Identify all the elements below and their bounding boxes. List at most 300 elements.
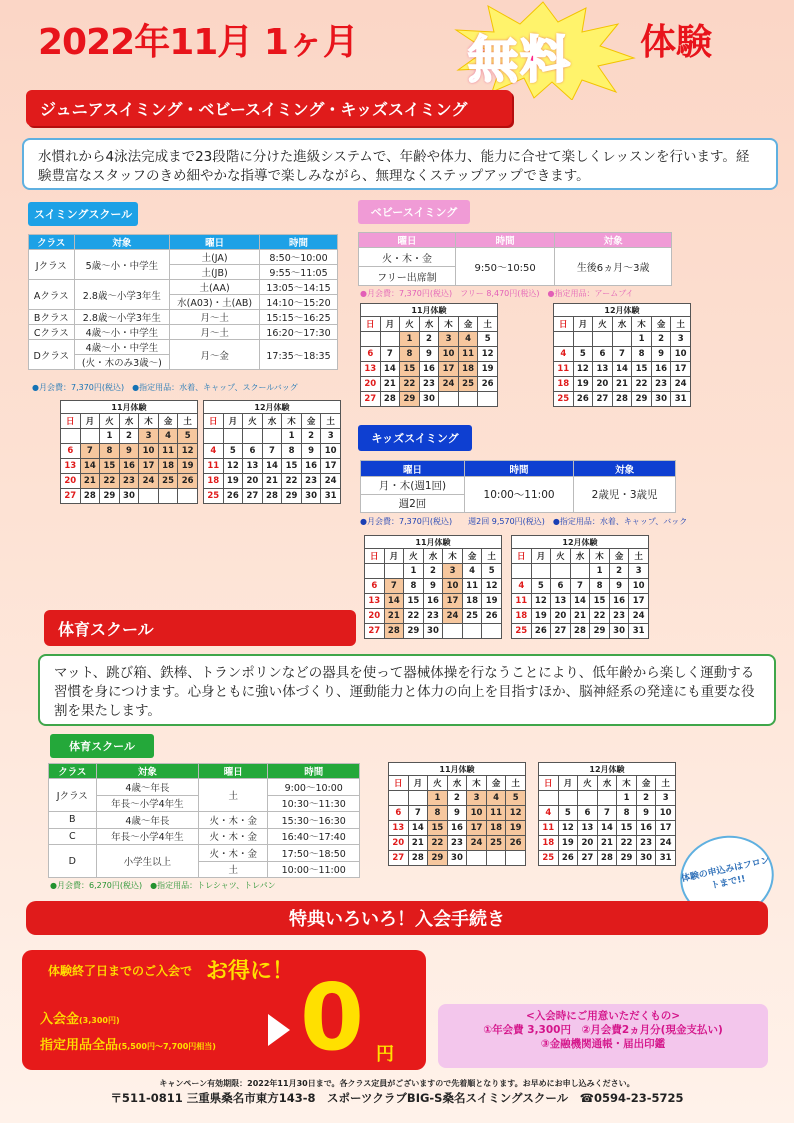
weekday-cell: 日 xyxy=(365,549,385,564)
date-cell: 25 xyxy=(204,489,224,504)
date-cell: 17 xyxy=(321,459,341,474)
date-cell: 10 xyxy=(139,444,159,459)
weekday-cell: 木 xyxy=(443,549,463,564)
date-cell: 10 xyxy=(656,806,676,821)
weekday-cell: 月 xyxy=(223,414,243,429)
calendar-title: 11月体験 xyxy=(389,763,526,776)
weekday-cell: 土 xyxy=(321,414,341,429)
date-cell: 16 xyxy=(609,594,629,609)
kids-swimming-tab: キッズスイミング xyxy=(358,425,472,451)
calendar-title: 12月体験 xyxy=(539,763,676,776)
date-cell: 5 xyxy=(531,579,551,594)
weekday-cell: 月 xyxy=(384,549,404,564)
date-cell: 21 xyxy=(408,836,428,851)
date-cell: 28 xyxy=(570,624,590,639)
weekday-cell: 火 xyxy=(400,317,420,332)
date-cell: 2 xyxy=(419,332,439,347)
date-cell: 2 xyxy=(447,791,467,806)
date-cell: 2 xyxy=(423,564,443,579)
date-cell: 29 xyxy=(404,624,424,639)
required-items-box: <入会時にご用意いただくもの> ①年会費 3,300円 ②月会費2ヵ月分(現金支払い) ③金融機関通帳・届出印鑑 xyxy=(438,1004,768,1068)
date-cell: 9 xyxy=(419,347,439,362)
calendar-title: 12月体験 xyxy=(204,401,341,414)
date-cell: 4 xyxy=(158,429,178,444)
date-cell: 25 xyxy=(158,474,178,489)
date-cell xyxy=(482,624,502,639)
date-cell: 5 xyxy=(478,332,498,347)
date-cell: 3 xyxy=(139,429,159,444)
calendar-title: 11月体験 xyxy=(61,401,198,414)
date-cell: 4 xyxy=(486,791,506,806)
date-cell: 30 xyxy=(301,489,321,504)
date-cell: 12 xyxy=(531,594,551,609)
date-cell: 24 xyxy=(671,377,691,392)
date-cell: 30 xyxy=(636,851,656,866)
date-cell: 17 xyxy=(139,459,159,474)
date-cell: 8 xyxy=(590,579,610,594)
date-cell: 14 xyxy=(384,594,404,609)
date-cell xyxy=(158,489,178,504)
date-cell: 4 xyxy=(204,444,224,459)
benefits-banner: 特典いろいろ！入会手続き xyxy=(26,901,768,935)
date-cell: 26 xyxy=(223,489,243,504)
weekday-cell: 土 xyxy=(178,414,198,429)
calendar-title: 11月体験 xyxy=(365,536,502,549)
date-cell xyxy=(573,332,593,347)
date-cell: 30 xyxy=(423,624,443,639)
date-cell: 23 xyxy=(636,836,656,851)
date-cell: 27 xyxy=(61,489,81,504)
date-cell: 15 xyxy=(282,459,302,474)
promo-line: 体験終了日までのご入会で xyxy=(48,964,193,978)
date-cell: 10 xyxy=(321,444,341,459)
date-cell: 21 xyxy=(570,609,590,624)
date-cell: 11 xyxy=(458,347,478,362)
date-cell: 15 xyxy=(428,821,448,836)
date-cell: 16 xyxy=(651,362,671,377)
date-cell: 22 xyxy=(617,836,637,851)
date-cell: 13 xyxy=(365,594,385,609)
date-cell: 19 xyxy=(573,377,593,392)
date-cell: 23 xyxy=(651,377,671,392)
promo-entry-fee: 入会金(3,300円) xyxy=(40,1012,120,1027)
date-cell: 12 xyxy=(506,806,526,821)
date-cell: 13 xyxy=(361,362,381,377)
weekday-cell: 月 xyxy=(531,549,551,564)
weekday-cell: 水 xyxy=(597,776,617,791)
date-cell: 26 xyxy=(531,624,551,639)
weekday-cell: 月 xyxy=(558,776,578,791)
date-cell xyxy=(243,429,263,444)
calendar-title: 12月体験 xyxy=(512,536,649,549)
date-cell xyxy=(486,851,506,866)
weekday-cell: 木 xyxy=(617,776,637,791)
footer-address: 〒511-0811 三重県桑名市東方143-8 スポーツクラブBIG-S桑名スイミングスクール ☎0594-23-5725 xyxy=(110,1091,684,1105)
date-cell: 16 xyxy=(423,594,443,609)
weekday-cell: 日 xyxy=(389,776,409,791)
date-cell: 8 xyxy=(617,806,637,821)
date-cell xyxy=(80,429,100,444)
date-cell: 29 xyxy=(400,392,420,407)
weekday-cell: 日 xyxy=(204,414,224,429)
weekday-cell: 日 xyxy=(512,549,532,564)
date-cell: 22 xyxy=(428,836,448,851)
weekday-cell: 月 xyxy=(80,414,100,429)
date-cell: 8 xyxy=(282,444,302,459)
date-cell: 22 xyxy=(632,377,652,392)
date-cell: 15 xyxy=(400,362,420,377)
date-cell: 15 xyxy=(590,594,610,609)
taiiku-section-banner: 体育スクール xyxy=(44,610,356,646)
date-cell: 7 xyxy=(380,347,400,362)
date-cell: 9 xyxy=(609,579,629,594)
date-cell: 29 xyxy=(632,392,652,407)
weekday-cell: 日 xyxy=(361,317,381,332)
date-cell: 19 xyxy=(178,459,198,474)
date-cell: 26 xyxy=(558,851,578,866)
date-cell xyxy=(539,791,559,806)
date-cell: 1 xyxy=(404,564,424,579)
date-cell: 20 xyxy=(61,474,81,489)
date-cell: 10 xyxy=(629,579,649,594)
date-cell: 30 xyxy=(651,392,671,407)
weekday-cell: 火 xyxy=(551,549,571,564)
date-cell: 28 xyxy=(380,392,400,407)
taiiku-dec-calendar xyxy=(538,762,676,866)
date-cell: 30 xyxy=(609,624,629,639)
date-cell: 4 xyxy=(512,579,532,594)
weekday-cell: 日 xyxy=(539,776,559,791)
date-cell: 30 xyxy=(447,851,467,866)
date-cell: 27 xyxy=(578,851,598,866)
date-cell: 18 xyxy=(458,362,478,377)
date-cell: 22 xyxy=(590,609,610,624)
date-cell: 5 xyxy=(506,791,526,806)
date-cell: 21 xyxy=(380,377,400,392)
date-cell: 21 xyxy=(384,609,404,624)
date-cell: 20 xyxy=(551,609,571,624)
date-cell: 9 xyxy=(636,806,656,821)
weekday-cell: 水 xyxy=(447,776,467,791)
date-cell: 5 xyxy=(482,564,502,579)
date-cell xyxy=(467,851,487,866)
date-cell: 16 xyxy=(447,821,467,836)
date-cell: 20 xyxy=(593,377,613,392)
kids-nov-calendar xyxy=(364,535,502,639)
date-cell: 26 xyxy=(478,377,498,392)
weekday-cell: 火 xyxy=(243,414,263,429)
front-desk-bubble: 体験の申込みはフロントまで!! xyxy=(673,827,782,927)
date-cell xyxy=(443,624,463,639)
promo-yen: 円 xyxy=(376,1044,394,1065)
date-cell: 3 xyxy=(467,791,487,806)
date-cell: 7 xyxy=(597,806,617,821)
weekday-cell: 金 xyxy=(462,549,482,564)
date-cell: 27 xyxy=(551,624,571,639)
date-cell xyxy=(478,392,498,407)
date-cell: 1 xyxy=(282,429,302,444)
promo-goods: 指定用品全品(5,500円～7,700円相当) xyxy=(40,1038,216,1053)
date-cell xyxy=(61,429,81,444)
swimming-section-banner: ジュニアスイミング・ベビースイミング・キッズスイミング xyxy=(26,90,512,126)
weekday-cell: 月 xyxy=(408,776,428,791)
date-cell: 14 xyxy=(612,362,632,377)
date-cell: 9 xyxy=(119,444,139,459)
weekday-cell: 金 xyxy=(158,414,178,429)
weekday-cell: 日 xyxy=(61,414,81,429)
date-cell: 19 xyxy=(482,594,502,609)
date-cell: 11 xyxy=(554,362,574,377)
date-cell: 23 xyxy=(447,836,467,851)
taiiku-school-table: クラス 対象 曜日 時間 Jクラス 4歳～年長 土 9:00～10:00 年長～小学4年生 10:30～11:30 B 4歳～年長 火・木・金 15:30～16:30 C 年長～小学4年生 火・木・金 16:40～17:40 D 小学生以上 火・木・金 17:50～18:50 土 10:00～11:00 xyxy=(48,763,360,878)
date-cell: 26 xyxy=(506,836,526,851)
date-cell: 9 xyxy=(447,806,467,821)
date-cell: 15 xyxy=(404,594,424,609)
date-cell: 14 xyxy=(262,459,282,474)
date-cell xyxy=(361,332,381,347)
date-cell xyxy=(380,332,400,347)
weekday-cell: 木 xyxy=(139,414,159,429)
date-cell: 13 xyxy=(551,594,571,609)
date-cell: 7 xyxy=(80,444,100,459)
date-cell xyxy=(593,332,613,347)
date-cell xyxy=(554,332,574,347)
date-cell: 27 xyxy=(389,851,409,866)
date-cell: 14 xyxy=(408,821,428,836)
date-cell: 11 xyxy=(512,594,532,609)
date-cell: 4 xyxy=(539,806,559,821)
date-cell: 22 xyxy=(404,609,424,624)
date-cell: 12 xyxy=(482,579,502,594)
date-cell: 7 xyxy=(612,347,632,362)
calendar-title: 11月体験 xyxy=(361,304,498,317)
date-cell: 7 xyxy=(570,579,590,594)
date-cell: 27 xyxy=(365,624,385,639)
date-cell: 3 xyxy=(671,332,691,347)
date-cell: 20 xyxy=(389,836,409,851)
swimming-description: 水慣れから4泳法完成まで23段階に分けた進級システムで、年齢や体力、能力に合せて楽しくレッスンを行います。経験豊富なスタッフのきめ細やかな指導で楽しみながら、無理なくステップアップできます。 xyxy=(22,138,778,190)
date-cell: 27 xyxy=(361,392,381,407)
date-cell: 24 xyxy=(467,836,487,851)
date-cell xyxy=(458,392,478,407)
taiiku-school-tab: 体育スクール xyxy=(50,734,154,758)
date-cell: 4 xyxy=(458,332,478,347)
date-cell: 8 xyxy=(400,347,420,362)
title-suffix: 体験 xyxy=(640,22,713,63)
date-cell: 7 xyxy=(384,579,404,594)
date-cell: 26 xyxy=(573,392,593,407)
date-cell: 4 xyxy=(462,564,482,579)
date-cell xyxy=(384,564,404,579)
weekday-cell: 金 xyxy=(301,414,321,429)
weekday-cell: 土 xyxy=(478,317,498,332)
date-cell: 15 xyxy=(100,459,120,474)
weekday-cell: 土 xyxy=(629,549,649,564)
weekday-cell: 火 xyxy=(428,776,448,791)
date-cell: 14 xyxy=(570,594,590,609)
date-cell: 6 xyxy=(61,444,81,459)
date-cell: 10 xyxy=(467,806,487,821)
date-cell: 1 xyxy=(632,332,652,347)
page-title: 2022年11月 1ヶ月 xyxy=(38,22,358,63)
date-cell: 16 xyxy=(419,362,439,377)
date-cell: 28 xyxy=(597,851,617,866)
calendar-title: 12月体験 xyxy=(554,304,691,317)
date-cell xyxy=(389,791,409,806)
date-cell: 19 xyxy=(558,836,578,851)
date-cell xyxy=(506,851,526,866)
date-cell: 1 xyxy=(590,564,610,579)
date-cell: 12 xyxy=(478,347,498,362)
kids-swimming-table: 曜日 時間 対象 月・木(週1回) 10:00～11:00 2歳児・3歳児 週2回 xyxy=(360,460,676,513)
weekday-cell: 金 xyxy=(486,776,506,791)
date-cell: 25 xyxy=(486,836,506,851)
date-cell: 31 xyxy=(656,851,676,866)
date-cell: 1 xyxy=(428,791,448,806)
date-cell xyxy=(570,564,590,579)
date-cell: 28 xyxy=(262,489,282,504)
weekday-cell: 金 xyxy=(651,317,671,332)
date-cell: 13 xyxy=(61,459,81,474)
date-cell: 3 xyxy=(439,332,459,347)
weekday-cell: 土 xyxy=(671,317,691,332)
date-cell: 23 xyxy=(609,609,629,624)
date-cell: 14 xyxy=(380,362,400,377)
date-cell: 12 xyxy=(178,444,198,459)
date-cell: 18 xyxy=(554,377,574,392)
date-cell: 26 xyxy=(178,474,198,489)
date-cell xyxy=(578,791,598,806)
taiiku-nov-calendar xyxy=(388,762,526,866)
date-cell xyxy=(178,489,198,504)
date-cell: 20 xyxy=(365,609,385,624)
date-cell: 11 xyxy=(539,821,559,836)
date-cell: 9 xyxy=(651,347,671,362)
date-cell xyxy=(365,564,385,579)
date-cell: 6 xyxy=(243,444,263,459)
date-cell: 4 xyxy=(554,347,574,362)
date-cell xyxy=(462,624,482,639)
date-cell: 19 xyxy=(223,474,243,489)
date-cell: 19 xyxy=(506,821,526,836)
date-cell: 6 xyxy=(578,806,598,821)
date-cell: 17 xyxy=(629,594,649,609)
date-cell: 18 xyxy=(204,474,224,489)
baby-swimming-tab: ベビースイミング xyxy=(358,200,470,224)
date-cell xyxy=(551,564,571,579)
weekday-cell: 火 xyxy=(578,776,598,791)
swim-nov-calendar xyxy=(60,400,198,504)
date-cell: 25 xyxy=(539,851,559,866)
date-cell: 31 xyxy=(321,489,341,504)
date-cell: 20 xyxy=(578,836,598,851)
date-cell: 6 xyxy=(389,806,409,821)
date-cell: 25 xyxy=(554,392,574,407)
weekday-cell: 土 xyxy=(506,776,526,791)
date-cell: 11 xyxy=(158,444,178,459)
date-cell: 5 xyxy=(178,429,198,444)
promo-zero: 0 xyxy=(300,964,365,1071)
swim-school-table: クラス 対象 曜日 時間 Jクラス 5歳～小・中学生 土(JA) 8:50～10:00 土(JB) 9:55～11:05 Aクラス 2.8歳～小学3年生 土(AA) 13:05～14:15 水(A03)・土(AB) 14:10～15:20 Bクラス 2.8歳～小学3年生 月～土 15:15～16:25 Cクラス 4歳～小・中学生 月～土 16:20～17:30 Dクラス 4歳～小・中学生 月～金 17:35～18:35 (火・木のみ3歳～) xyxy=(28,234,338,370)
date-cell xyxy=(223,429,243,444)
date-cell: 8 xyxy=(404,579,424,594)
date-cell xyxy=(408,791,428,806)
date-cell: 7 xyxy=(262,444,282,459)
date-cell: 2 xyxy=(301,429,321,444)
promo-otoku: お得に！ xyxy=(206,959,295,984)
date-cell: 28 xyxy=(408,851,428,866)
date-cell: 29 xyxy=(282,489,302,504)
date-cell: 18 xyxy=(539,836,559,851)
date-cell: 23 xyxy=(301,474,321,489)
date-cell: 12 xyxy=(223,459,243,474)
date-cell: 31 xyxy=(671,392,691,407)
date-cell: 2 xyxy=(609,564,629,579)
weekday-cell: 水 xyxy=(419,317,439,332)
kids-dec-calendar xyxy=(511,535,649,639)
date-cell: 2 xyxy=(636,791,656,806)
weekday-cell: 月 xyxy=(573,317,593,332)
date-cell: 6 xyxy=(365,579,385,594)
date-cell: 29 xyxy=(100,489,120,504)
date-cell: 24 xyxy=(629,609,649,624)
date-cell: 29 xyxy=(428,851,448,866)
date-cell: 1 xyxy=(100,429,120,444)
date-cell xyxy=(262,429,282,444)
date-cell: 10 xyxy=(443,579,463,594)
date-cell: 24 xyxy=(321,474,341,489)
date-cell: 6 xyxy=(361,347,381,362)
date-cell: 7 xyxy=(408,806,428,821)
date-cell xyxy=(558,791,578,806)
weekday-cell: 木 xyxy=(282,414,302,429)
date-cell: 14 xyxy=(80,459,100,474)
date-cell: 17 xyxy=(671,362,691,377)
taiiku-school-note: ●月会費：6,270円(税込) ●指定用品：トレシャツ、トレパン xyxy=(50,881,276,890)
date-cell: 23 xyxy=(423,609,443,624)
date-cell xyxy=(439,392,459,407)
date-cell xyxy=(139,489,159,504)
weekday-cell: 火 xyxy=(100,414,120,429)
date-cell: 23 xyxy=(119,474,139,489)
date-cell: 8 xyxy=(100,444,120,459)
kids-swimming-note: ●月会費：7,370円(税込) 週2回 9,570円(税込) ●指定用品：水着、キャップ、バック xyxy=(360,517,688,526)
date-cell: 24 xyxy=(439,377,459,392)
weekday-cell: 木 xyxy=(467,776,487,791)
date-cell: 30 xyxy=(419,392,439,407)
weekday-cell: 水 xyxy=(612,317,632,332)
date-cell: 6 xyxy=(593,347,613,362)
weekday-cell: 水 xyxy=(119,414,139,429)
date-cell: 25 xyxy=(458,377,478,392)
date-cell: 20 xyxy=(243,474,263,489)
date-cell: 13 xyxy=(593,362,613,377)
date-cell: 28 xyxy=(80,489,100,504)
date-cell: 5 xyxy=(223,444,243,459)
date-cell: 30 xyxy=(119,489,139,504)
taiiku-description: マット、跳び箱、鉄棒、トランポリンなどの器具を使って器械体操を行なうことにより、低年齢から楽しく運動する習慣を身につけます。心身ともに強い体づくり、運動能力と体力の向上を目指すほか、脳神経系の発達にも重要な役割を果たします。 xyxy=(38,654,776,726)
date-cell: 2 xyxy=(651,332,671,347)
date-cell: 18 xyxy=(512,609,532,624)
weekday-cell: 木 xyxy=(590,549,610,564)
date-cell: 5 xyxy=(573,347,593,362)
weekday-cell: 水 xyxy=(423,549,443,564)
arrow-right-icon xyxy=(268,1014,290,1046)
date-cell: 29 xyxy=(590,624,610,639)
date-cell: 19 xyxy=(478,362,498,377)
date-cell: 13 xyxy=(243,459,263,474)
date-cell: 9 xyxy=(423,579,443,594)
